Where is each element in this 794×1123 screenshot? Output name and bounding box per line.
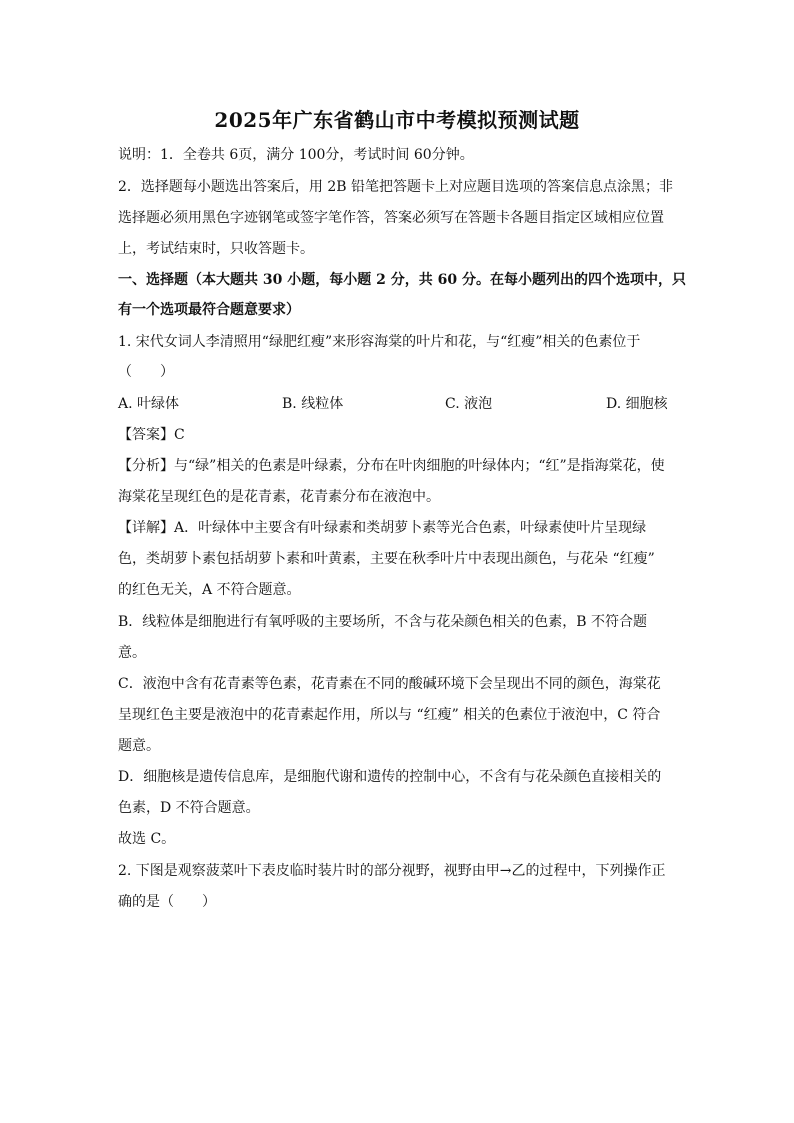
detail-line-4: B．线粒体是细胞进行有氧呼吸的主要场所，不含与花朵颜色相关的色素，B 不符合题 [118, 614, 648, 630]
detail-line-7: 呈现红色主要是液泡中的花青素起作用，所以与 “红瘦” 相关的色素位于液泡中，C 符合 [118, 707, 661, 723]
question-1-blank: （ ） [118, 364, 174, 380]
instruction-line-4: 上，考试结束时，只收答题卡。 [118, 241, 314, 257]
detail-line-5: 意。 [118, 645, 146, 661]
option-a: A. 叶绿体 [118, 396, 180, 412]
option-b: B. 线粒体 [282, 396, 344, 412]
section-heading-line-2: 有一个选项最符合题意要求） [118, 302, 300, 318]
detail-line-9: D．细胞核是遗传信息库，是细胞代谢和遗传的控制中心，不含有与花朵颜色直接相关的 [118, 769, 662, 785]
detail-line-2: 色，类胡萝卜素包括胡萝卜素和叶黄素，主要在秋季叶片中表现出颜色，与花朵 “红瘦” [118, 551, 655, 567]
section-heading-line-1: 一、选择题（本大题共 30 小题，每小题 2 分，共 60 分。在每小题列出的四个选项中，只 [118, 272, 686, 288]
detail-line-3: 的红色无关，A 不符合题意。 [118, 582, 301, 598]
instruction-line-1: 说明：1．全卷共 6页，满分 100分，考试时间 60分钟。 [118, 147, 474, 163]
detail-line-1: 【详解】A．叶绿体中主要含有叶绿素和类胡萝卜素等光合色素，叶绿素使叶片呈现绿 [118, 520, 647, 536]
conclusion-line: 故选 C。 [118, 831, 176, 847]
answer-line: 【答案】C [118, 427, 185, 443]
analysis-line-2: 海棠花呈现红色的是花青素，花青素分布在液泡中。 [118, 489, 440, 505]
question-2-stem: 2. 下图是观察菠菜叶下表皮临时装片时的部分视野，视野由甲→乙的过程中，下列操作正 [118, 863, 666, 879]
page-title: 2025年广东省鹤山市中考模拟预测试题 [214, 108, 580, 132]
instruction-line-3: 选择题必须用黑色字迹钢笔或签字笔作答，答案必须写在答题卡各题目指定区域相应位置 [118, 210, 664, 226]
instruction-line-2: 2．选择题每小题选出答案后，用 2B 铅笔把答题卡上对应题目选项的答案信息点涂黑；非 [118, 179, 674, 195]
detail-line-6: C．液泡中含有花青素等色素，花青素在不同的酸碱环境下会呈现出不同的颜色，海棠花 [118, 676, 661, 692]
detail-line-10: 色素，D 不符合题意。 [118, 800, 260, 816]
analysis-line-1: 【分析】与“绿”相关的色素是叶绿素，分布在叶肉细胞的叶绿体内；“红”是指海棠花，使 [118, 458, 665, 474]
question-1-stem: 1. 宋代女词人李清照用“绿肥红瘦”来形容海棠的叶片和花，与“红瘦”相关的色素位于 [118, 334, 641, 350]
option-d: D. 细胞核 [606, 396, 668, 412]
option-c: C. 液泡 [445, 396, 493, 412]
detail-line-8: 题意。 [118, 738, 160, 754]
question-2-stem-cont: 确的是（ ） [118, 894, 216, 910]
